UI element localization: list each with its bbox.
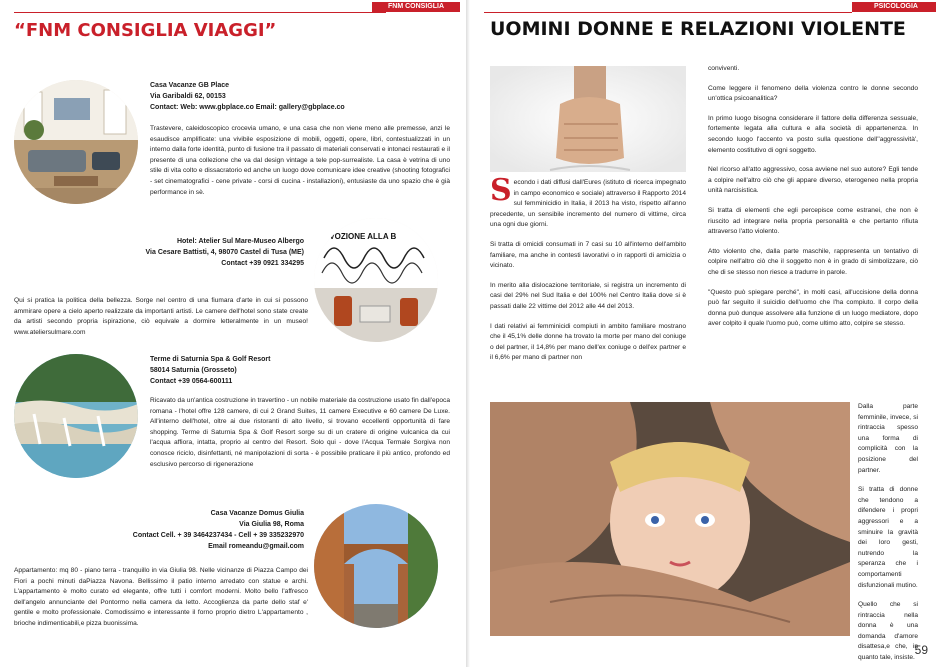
col2-para6: Atto violento che, dalla parte maschile, rappresenta un tentativo di colpire nell'altro ciò che il soggetto non è in grado di simbolizzare, ciò che di se stesso non riesce a tradurre in parole.	[708, 247, 918, 276]
col3-para1: Dalla parte femminile, invece, si rintraccia spesso una forma di complicità con la posizione del partner.	[858, 403, 918, 474]
listing1-text: Trastevere, caleidoscopico crocevia umano, e una casa che non viene meno alle premesse, anzi le esaudisce amplificate: una vivibile esposizione di mobili, oggetti, opere, libri, contestualizzati in un interno dalla forte identità, punto di fusione tra il passato di materiali conservati e intonaci restaurati e il presente di una collezione che va dal design vintage a tele pop-surrealiste. La casa è vetrina di uno stile di vita colto e dissacratorio ed anche un luogo dove comunicare idee creative (shooting fotografici - set cinematografici - cene private - corsi di cucina - installazioni), entusiaste da uno spazio che è già performance in sè.	[150, 125, 450, 196]
col2-para1: conviventi.	[708, 65, 740, 72]
header-rule	[484, 12, 852, 13]
article-col2	[708, 64, 918, 339]
article-col1	[490, 173, 686, 373]
listing3-address: 58014 Saturnia (Grosseto)	[150, 367, 237, 374]
fist-photo	[490, 66, 686, 172]
section-tab: PSICOLOGIA	[852, 2, 936, 12]
living-room-photo	[14, 80, 138, 204]
listing4-email: Email romeandu@gmail.com	[208, 543, 304, 550]
article-title: UOMINI DONNE E RELAZIONI VIOLENTE	[490, 18, 906, 40]
col3-para2: Si tratta di donne che tendono a difendere i propri aggressori e a sminuire la gravità dei loro gesti, nutrendo la speranza che i comportamenti disfunzionali mutino.	[858, 486, 918, 589]
listing3-name: Terme di Saturnia Spa & Golf Resort	[150, 356, 271, 363]
listing4-name: Casa Vacanze Domus Giulia	[210, 510, 304, 517]
right-page	[470, 0, 936, 667]
thermal-springs-photo	[14, 354, 138, 478]
col1-para3: In merito alla dislocazione territoriale, si registra un incremento di casi del 29% nel Sud Italia e del 100% nel Centro Italia dove si è passati dalle 22 vittime del 2012 alle 44 del 2013.	[490, 281, 686, 310]
col1-para1: econdo i dati diffusi dall'Eures (istituto di ricerca impegnato in campo economico e sociale) attraverso il Rapporto 2014 sul femminicidio in Italia, il 2013 ha visto, rispetto all'anno precedente, un sensibile incremento del numero di vittime, circa una ogni due giorni.	[490, 179, 686, 229]
col2-para4: Nel ricorso all'atto aggressivo, cosa avviene nel suo autore? Egli tende a colpire nell'altro ciò che gli appare diverso, eterogeneo nella propria unità narcisistica.	[708, 166, 918, 195]
col3-para3: Quello che si rintraccia nella donna è una domanda d'amore disattesa,e che, in quanto tale, insiste.	[858, 601, 918, 662]
listing1-contact: Contact: Web: www.gbplace.co Email: gallery@gbplace.co	[150, 104, 345, 111]
listing1-name: Casa Vacanze GB Place	[150, 82, 229, 89]
page-number: 59	[914, 643, 928, 657]
listing2-contact: Contact +39 0921 334295	[221, 260, 304, 267]
article-col3	[858, 402, 918, 667]
col2-para3: In primo luogo bisogna considerare il fattore della differenza sessuale, fortemente legata alla cultura e alla società di appartenenza. In secondo luogo l'accento va posto sulla questione dell''aggressività', elemento costitutivo di ogni soggetto.	[708, 114, 918, 154]
col1-para2: Si tratta di omicidi consumati in 7 casi su 10 all'interno dell'ambito familiare, ma anche in contesti lavorativi o in rapporti di amicizia o vicinato.	[490, 240, 686, 270]
listing2-address: Via Cesare Battisti, 4, 98070 Castel di Tusa (ME)	[145, 249, 304, 256]
via-giulia-photo	[314, 504, 438, 628]
listing4-contact: Contact Cell. + 39 3464237434 - Cell + 39 335232970	[132, 532, 304, 539]
atelier-museum-photo	[314, 218, 438, 342]
listing3-contact: Contact +39 0564-600111	[150, 378, 233, 385]
doll-hands-photo	[490, 402, 850, 636]
mural-text: EVOZIONE ALLA B	[324, 232, 397, 241]
listing2-name: Hotel: Atelier Sul Mare-Museo Albergo	[176, 238, 304, 245]
left-page	[0, 0, 466, 667]
listing1-address: Via Garibaldi 62, 00153	[150, 93, 226, 100]
listing3-info	[150, 354, 450, 387]
listing2-info	[14, 236, 304, 269]
col1-para4: I dati relativi ai femminicidi compiuti in ambito familiare mostrano che il 45,1% delle donne ha trovato la morte per mano del coniuge o del partner, il 14,8% per mano dell'ex coniuge o dell'ex partner e il 6,6% per mano di partner non	[490, 322, 686, 362]
listing4-text: Appartamento: mq 80 - piano terra - tranquillo in via Giulia 98. Nelle vicinanze di Piazza Campo dei Fiori a pochi minuti daPiazza Navona. Bellissimo il patio interno arredato con statue e archi. L'appartamento è molto curato ed elegante, offre tutti i comfort moderni. Molto bello l'affresco dell'angelo annunciante del Pontormo nella camera da letto. Accoglienza da parte dello staf e' gentile e molto professionale. Comodissimo e interessante il forno proprio dietro L'appartamento , brioche indimenticabili,e pizza buonissima.	[14, 567, 308, 627]
listing3-text: Ricavato da un'antica costruzione in travertino - un nobile materiale da costruzione usato fin dall'epoca romana - l'hotel offre 128 camere, di cui 2 Grand Suites, 11 camere Executive e 60 camere De Luxe. All'interno dell'hotel, oltre ai due ristoranti di alto livello, si trovano eccellenti opportunità di fare shopping. Terme di Saturnia Spa & Golf Resort sorge su di un cratere di origine vulcanica da cui l'acqua affiora, intatta, proprio al centro del Resort. Solo qui - dove l'Acqua Termale Sorgiva non conosce riciclo, disinfettanti, né manipolazioni di sorta - è possibile praticare il più antico, profondo ed esclusivo percorso di rigenerazione	[150, 397, 450, 468]
col2-para7: "Questo può spiegare perché", in molti casi, all'uccisione della donna può far seguito il suicidio dell'uomo che l'ha compiuto. Il corpo della donna può dunque assolvere alla funzione di un luogo mediatore, dopo aver colpito il quale l'uomo può, come ultimo atto, colpire se stesso.	[708, 288, 918, 328]
listing4-info	[14, 508, 304, 552]
page-title: “FNM CONSIGLIA VIAGGI”	[14, 20, 277, 41]
header-rule	[14, 12, 386, 13]
col2-para5: Si tratta di elementi che egli percepisce come estranei, che non è riuscito ad integrare nella propria personalità e che pertanto rifiuta attraverso l'atto violento.	[708, 206, 918, 236]
listing1-info	[150, 80, 450, 113]
listing2-text: Qui si pratica la politica della bellezza. Sorge nel centro di una fiumara d'arte in cui si possono ammirare opere a cielo aperto realizzate da importanti artisti. Le camere dell'hotel sono state create da artisti secondo propria ispirazione, ciò equivale a dormire letteralmente in un museo! www.ateliersulmare.com	[14, 297, 308, 336]
listing4-address: Via Giulia 98, Roma	[239, 521, 304, 528]
section-tab: FNM CONSIGLIA	[372, 2, 460, 12]
drop-cap: S	[490, 173, 512, 208]
col2-para2: Come leggere il fenomeno della violenza contro le donne secondo un'ottica psicoanalitica?	[708, 84, 918, 103]
